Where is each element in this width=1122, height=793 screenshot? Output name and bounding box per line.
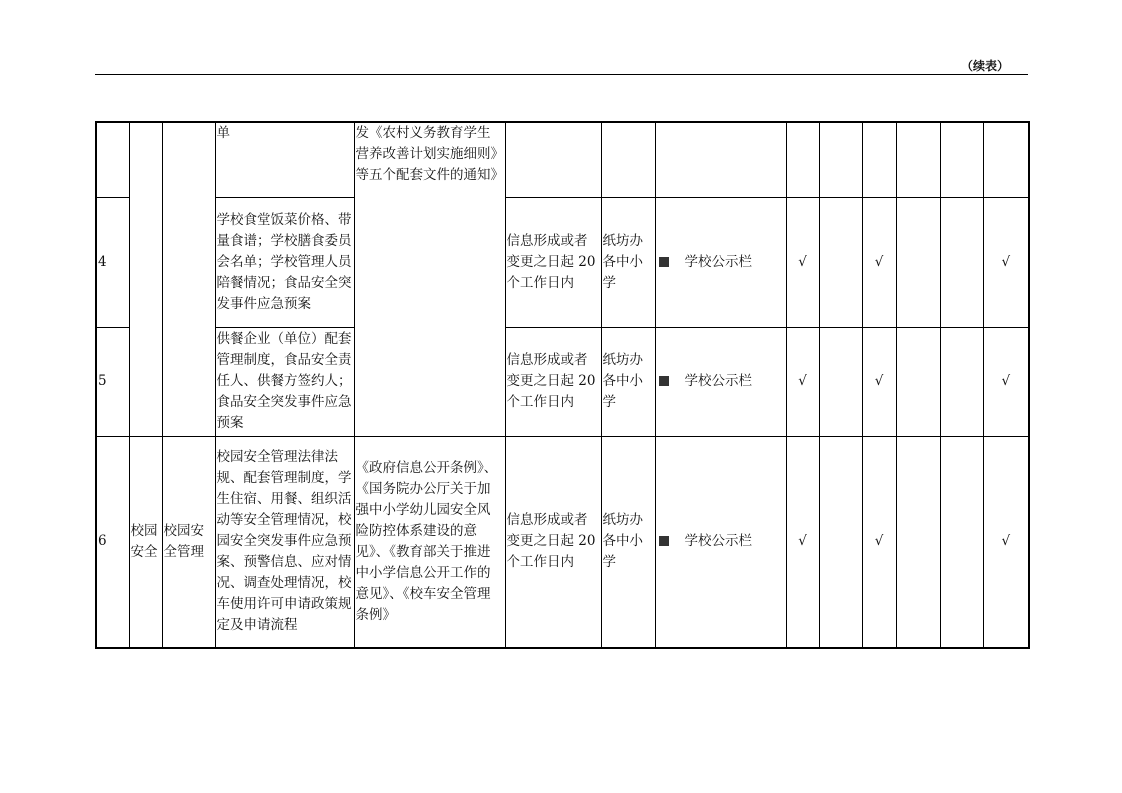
mark-cell [983, 122, 1029, 197]
mark-cell: √ [786, 197, 819, 327]
mark-cell: √ [862, 327, 896, 436]
row-number: 6 [96, 436, 129, 648]
subject-cell: 纸坊办各中小学 [601, 327, 655, 436]
mark-cell: √ [983, 197, 1029, 327]
content-cell: 学校食堂饭菜价格、带量食谱；学校膳食委员会名单；学校管理人员陪餐情况；食品安全突发事件应急预案 [215, 197, 354, 327]
subject-cell: 纸坊办各中小学 [601, 197, 655, 327]
channel-cell [655, 122, 786, 197]
basis-cell: 《政府信息公开条例》、《国务院办公厅关于加强中小学幼儿园安全风险防控体系建设的意见》、《教育部关于推进中小学信息公开工作的意见》、《校车安全管理条例》 [354, 436, 505, 648]
content-cell: 单 [215, 122, 354, 197]
row-number [96, 122, 129, 197]
time-cell: 信息形成或者变更之日起 20 个工作日内 [505, 327, 601, 436]
mark-cell [819, 197, 862, 327]
channel-label: 学校公示栏 [684, 253, 752, 270]
table-row [96, 327, 1029, 436]
mark-cell [819, 122, 862, 197]
content-cell: 校园安全管理法律法规、配套管理制度，学生住宿、用餐、组织活动等安全管理情况，校园安全突发事件应急预案、预警信息、应对情况、调查处理情况，校车使用许可申请政策规定及申请流程 [215, 436, 354, 648]
mark-cell: √ [786, 436, 819, 648]
channel-label: 学校公示栏 [684, 373, 752, 389]
mark-cell [819, 436, 862, 648]
time-cell: 信息形成或者变更之日起 20 个工作日内 [505, 197, 601, 327]
mark-cell [896, 327, 940, 436]
row-number: 5 [96, 327, 129, 436]
mark-cell [786, 122, 819, 197]
time-cell: 信息形成或者变更之日起 20 个工作日内 [505, 436, 601, 648]
channel-cell [655, 197, 786, 327]
subject-cell [601, 122, 655, 197]
content-cell: 供餐企业（单位）配套管理制度，食品安全责任人、供餐方签约人；食品安全突发事件应急预案 [215, 327, 354, 436]
table-row [96, 122, 1029, 197]
mark-cell [940, 436, 983, 648]
mark-cell [896, 436, 940, 648]
table-row [96, 436, 1029, 648]
continued-label: （续表） [960, 59, 1009, 73]
mark-cell [896, 122, 940, 197]
channel-cell [655, 327, 786, 436]
mark-cell [896, 197, 940, 327]
mark-cell [940, 197, 983, 327]
filled-square-icon [659, 536, 669, 546]
category1-cell: 校园安全 [129, 436, 162, 648]
filled-square-icon [659, 376, 669, 386]
table-row [96, 197, 1029, 327]
subject-cell: 纸坊办各中小学 [601, 436, 655, 648]
filled-square-icon [659, 257, 669, 267]
mark-cell [819, 327, 862, 436]
category2-cell [162, 122, 215, 436]
category2-cell: 校园安全管理 [162, 436, 215, 648]
time-cell [505, 122, 601, 197]
mark-cell: √ [983, 436, 1029, 648]
mark-cell: √ [862, 436, 896, 648]
mark-cell: √ [786, 327, 819, 436]
row-number: 4 [96, 197, 129, 327]
mark-cell [940, 122, 983, 197]
category1-cell [129, 122, 162, 436]
disclosure-table [95, 121, 1030, 649]
basis-cell: 发《农村义务教育学生营养改善计划实施细则》等五个配套文件的通知》 [354, 122, 505, 436]
mark-cell: √ [983, 327, 1029, 436]
mark-cell: √ [862, 197, 896, 327]
channel-cell [655, 436, 786, 648]
mark-cell [940, 327, 983, 436]
channel-label: 学校公示栏 [684, 533, 752, 550]
mark-cell [862, 122, 896, 197]
header-rule [95, 74, 1028, 75]
